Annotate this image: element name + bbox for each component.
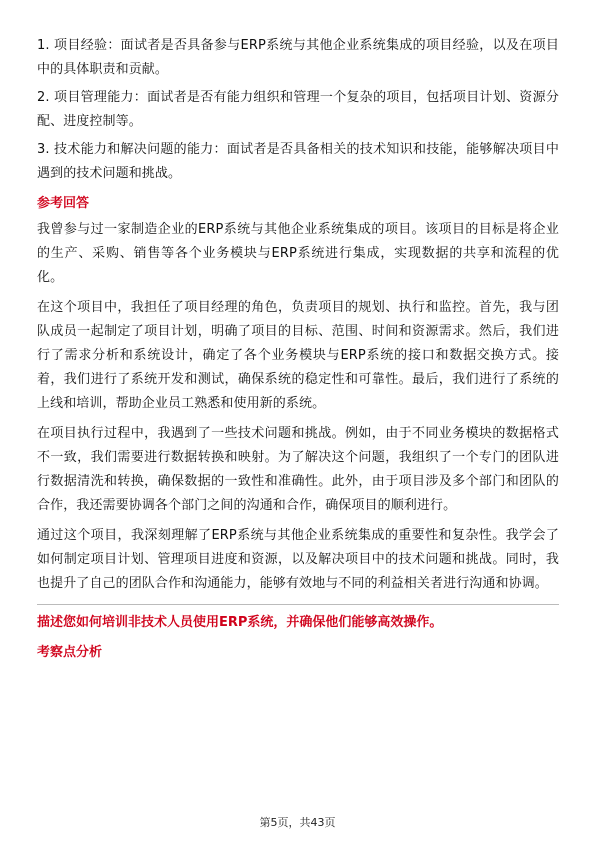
answer-paragraph: 在项目执行过程中，我遇到了一些技术问题和挑战。例如，由于不同业务模块的数据格式不一致，我们需要进行数据转换和映射。为了解决这个问题，我组织了一个专门的团队进行数据清洗和转换，确保数据的一致性和准确性。此外，由于项目涉及多个部门和团队的合作，我还需要协调各个部门之间的沟通和合作，确保项目的顺利进行。 xyxy=(37,426,559,513)
reference-answer-heading: 参考回答 xyxy=(37,196,90,211)
criterion-item: 2. 项目管理能力：面试者是否有能力组织和管理一个复杂的项目，包括项目计划、资源分配、进度控制等。 xyxy=(37,90,559,129)
page-content xyxy=(37,34,559,667)
page-number-footer: 第5页，共43页 xyxy=(259,816,336,829)
section-divider xyxy=(37,604,559,605)
reference-answer-body xyxy=(37,218,559,596)
next-question-title: 描述您如何培训非技术人员使用ERP系统，并确保他们能够高效操作。 xyxy=(37,615,443,630)
answer-paragraph: 通过这个项目，我深刻理解了ERP系统与其他企业系统集成的重要性和复杂性。我学会了如何制定项目计划、管理项目进度和资源，以及解决项目中的技术问题和挑战。同时，我也提升了自己的团队合作和沟通能力，能够有效地与不同的利益相关者进行沟通和协调。 xyxy=(37,528,559,591)
answer-paragraph: 在这个项目中，我担任了项目经理的角色，负责项目的规划、执行和监控。首先，我与团队成员一起制定了项目计划，明确了项目的目标、范围、时间和资源需求。然后，我们进行了需求分析和系统设计，确定了各个业务模块与ERP系统的接口和数据交换方式。接着，我们进行了系统开发和测试，确保系统的稳定性和可靠性。最后，我们进行了系统的上线和培训，帮助企业员工熟悉和使用新的系统。 xyxy=(37,300,559,411)
evaluation-criteria-list xyxy=(37,34,559,186)
analysis-heading: 考察点分析 xyxy=(37,645,103,660)
answer-paragraph: 我曾参与过一家制造企业的ERP系统与其他企业系统集成的项目。该项目的目标是将企业的生产、采购、销售等各个业务模块与ERP系统进行集成，实现数据的共享和流程的优化。 xyxy=(37,222,559,285)
criterion-item: 3. 技术能力和解决问题的能力：面试者是否具备相关的技术知识和技能，能够解决项目中遇到的技术问题和挑战。 xyxy=(37,142,559,181)
criterion-item: 1. 项目经验：面试者是否具备参与ERP系统与其他企业系统集成的项目经验，以及在项目中的具体职责和贡献。 xyxy=(37,38,559,77)
